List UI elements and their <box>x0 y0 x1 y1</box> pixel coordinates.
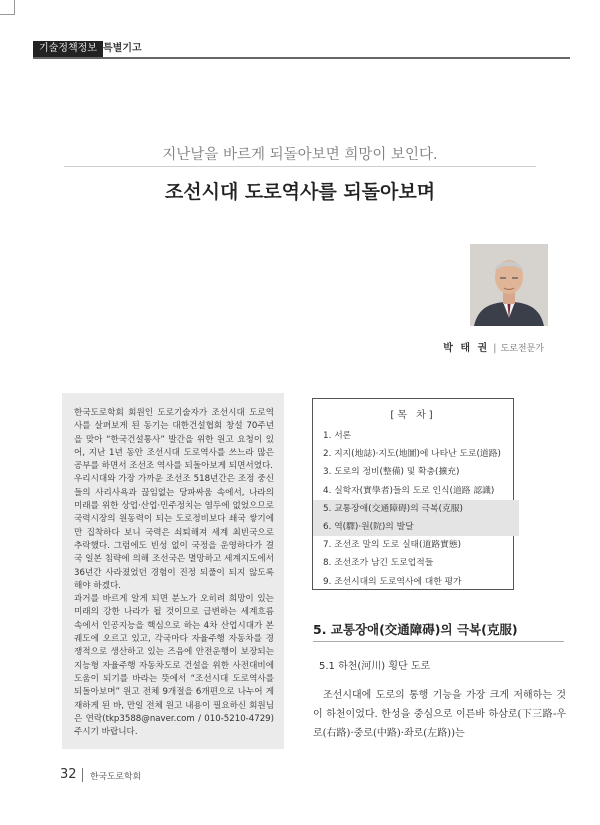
intro-paragraph: 한국도로학회 회원인 도로기술자가 조선시대 도로역사를 살펴보게 된 동기는 대한건설협회 창설 70주년을 맞아 “한국건설통사” 발간을 위한 원고 요청이 있어, 지난 1년 동안 조선시대 도로역사를 쓰느라 많은 공부를 하면서 조선조 역사를 되돌아보게 되면서였다. <box>74 408 274 472</box>
subsection-heading: 5.1 하천(河川) 횡단 도로 <box>319 661 431 672</box>
table-of-contents <box>312 398 514 590</box>
author-byline <box>443 339 544 354</box>
page-number: 32 <box>60 767 77 782</box>
toc-item: 1. 서론 <box>323 431 352 441</box>
intro-paragraph: 과거를 바르게 알게 되면 분노가 오히려 희망이 있는 미래의 강한 나라가 될 것이므로 급변하는 세계흐름 속에서 인공지능을 핵심으로 하는 4차 산업시대가 본 궤도에 오르고 있고, 각국마다 자율주행 자동차를 경쟁적으로 생산하고 있는 즈음에 안전운행이 보장되는 지능형 자율주행 자동차도로 건설을 위한 사전대비에 도움이 되기를 바라는 뜻에서 “조선시대 도로역사를 되돌아보며” 원고 전체 9개절을 6개편으로 나누어 게재하게 된 바, 만일 전체 원고 내용이 필요하신 회원님은 연락(tkp3588@naver.com / 010-5210-4729) 주시기 바랍니다. <box>74 594 274 738</box>
footer-divider <box>82 768 83 782</box>
toc-item: 2. 지지(地誌)·지도(地圖)에 나타난 도로(道路) <box>323 449 501 460</box>
category-label: 특별기고 <box>103 43 142 54</box>
article-title: 조선시대 도로역사를 되돌아보며 <box>164 181 436 203</box>
section-heading: 5. 교통장애(交通障碍)의 극복(克服) <box>313 622 518 637</box>
toc-title: [목 차] <box>390 410 436 421</box>
author-name: 박 태 권 <box>443 343 490 354</box>
portrait-photo-icon <box>470 244 548 326</box>
toc-item: 7. 조선조 말의 도로 실태(道路實態) <box>323 540 462 551</box>
toc-item-current: 5. 교통장애(交通障碍)의 극복(克服) <box>313 500 519 518</box>
section-divider <box>313 641 564 642</box>
header-rule <box>33 57 570 59</box>
intro-box <box>62 393 284 749</box>
subtitle-divider <box>64 166 536 167</box>
body-paragraph: 조선시대에 도로의 통행 기능을 가장 크게 저해하는 것이 하천이었다. 한성을 중심으로 이른바 하삼로(下三路-우로(右路)·중로(中路)·좌로(左路))는 <box>313 690 566 739</box>
publisher-name: 한국도로학회 <box>90 772 141 782</box>
toc-item: 9. 조선시대의 도로역사에 대한 평가 <box>323 576 462 587</box>
corner-ornament <box>0 0 15 15</box>
toc-item: 4. 실학자(實學者)들의 도로 인식(道路 認識) <box>323 485 495 496</box>
section-tab: 기술정책정보 <box>33 41 103 57</box>
toc-list <box>313 427 513 591</box>
toc-item-current: 6. 역(驛)·원(院)의 발달 <box>313 518 519 536</box>
intro-paragraph: 우리시대와 가장 가까운 조선조 518년간은 조정 중신들의 사리사욕과 끊임없는 당파싸움 속에서, 나라의 미래를 위한 상업·산업·민주정치는 염두에 없었으므로 국력시장의 원동력이 되는 도로정비보다 쇄국 쌓기에만 집착하다 보니 국력은 쇠퇴해져 세계 최빈국으로 추락했다. 그럼에도 빈성 없이 국정을 운영하다가 결국 일본 침략에 의해 조선국은 멸망하고 세계지도에서 36년간 사라졌었던 경험이 진정 되풀이 되지 않도록 해야 하겠다. <box>74 474 274 591</box>
author-portrait <box>470 244 548 326</box>
toc-item: 8. 조선조가 남긴 도로업적들 <box>323 558 434 569</box>
article-subtitle: 지난날을 바르게 되돌아보면 희망이 보인다. <box>162 147 438 163</box>
author-separator: | <box>493 343 497 354</box>
toc-item: 3. 도로의 정비(整備) 및 확충(擴充) <box>323 467 460 478</box>
author-role: 도로전문가 <box>500 344 544 354</box>
